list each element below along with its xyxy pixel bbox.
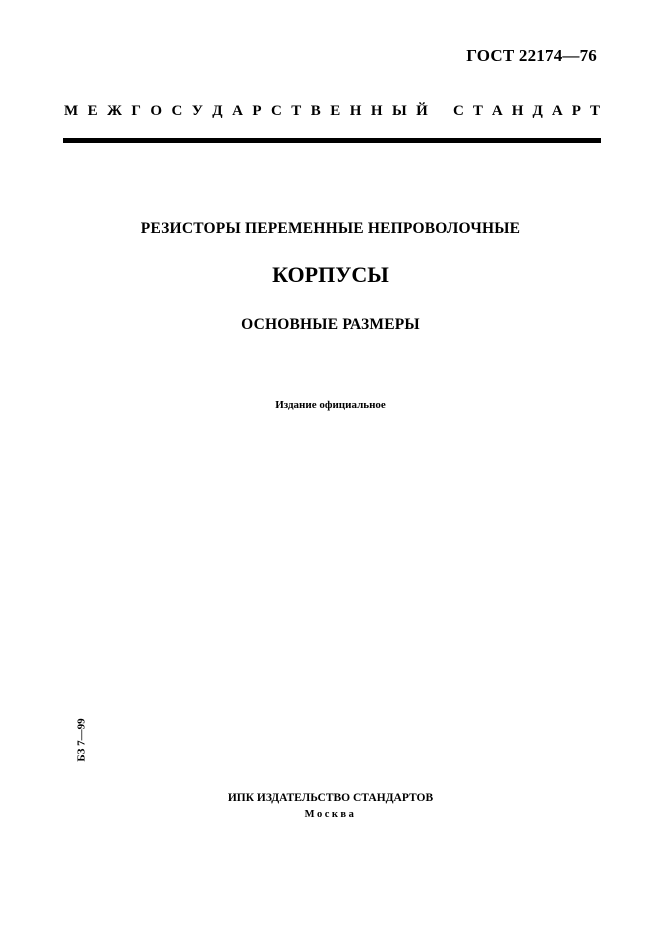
heading-letter: Н	[349, 103, 362, 119]
document-subject: КОРПУСЫ	[272, 262, 389, 287]
interstate-word-2	[453, 103, 600, 120]
heading-letter: С	[453, 103, 464, 119]
heading-letter: Н	[370, 103, 383, 119]
heading-letter: А	[491, 103, 503, 119]
heading-letter: Р	[252, 103, 262, 119]
document-subtitle: ОСНОВНЫЕ РАЗМЕРЫ	[241, 316, 420, 333]
heading-letter: Т	[472, 103, 483, 119]
interstate-word-1	[64, 103, 428, 120]
heading-letter: А	[232, 103, 243, 119]
heading-letter: Й	[416, 103, 428, 119]
heading-letter: Д	[212, 103, 223, 119]
heading-letter: О	[150, 103, 163, 119]
heading-letter: С	[270, 103, 282, 119]
publisher-city: Москва	[304, 809, 357, 820]
heading-letter: Е	[87, 103, 98, 119]
heading-letter: Н	[511, 103, 524, 119]
heading-rule	[63, 138, 601, 143]
interstate-standard-heading	[64, 103, 600, 120]
document-title: РЕЗИСТОРЫ ПЕРЕМЕННЫЕ НЕПРОВОЛОЧНЫЕ	[140, 220, 521, 237]
heading-letter: Е	[330, 103, 341, 119]
heading-letter: С	[171, 103, 183, 119]
edition-note: Издание официальное	[275, 399, 386, 411]
heading-letter: Т	[291, 103, 302, 119]
side-catalog-code: БЗ 7—99	[75, 718, 88, 762]
heading-letter: А	[551, 103, 563, 119]
heading-letter: В	[310, 103, 321, 119]
heading-letter: Д	[532, 103, 543, 119]
publisher-name: ИПК ИЗДАТЕЛЬСТВО СТАНДАРТОВ	[227, 792, 434, 804]
document-code: ГОСТ 22174—76	[466, 46, 597, 65]
heading-letter: Р	[571, 103, 581, 119]
heading-letter: Т	[589, 103, 600, 119]
heading-letter: У	[191, 103, 203, 119]
heading-letter: М	[64, 103, 79, 119]
heading-letter: Ы	[391, 103, 407, 119]
heading-letter: Ж	[107, 103, 122, 119]
heading-letter: Г	[131, 103, 141, 119]
